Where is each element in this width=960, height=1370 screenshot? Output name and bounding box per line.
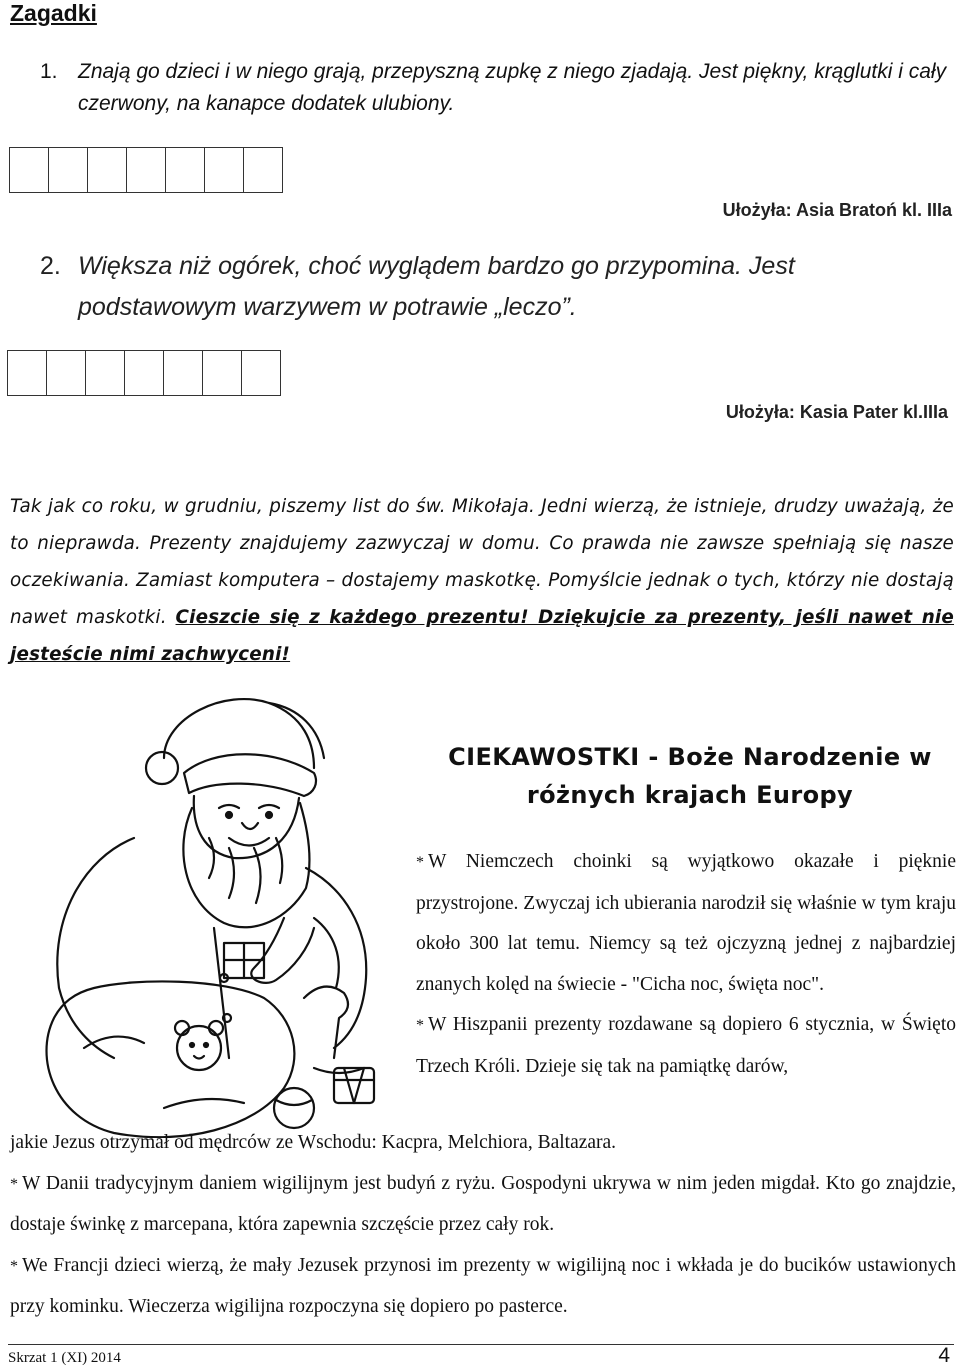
fact-germany: * W Niemczech choinki są wyjątkowo okazałe i pięknie przystrojone. Zwyczaj ich ubierania narodził się właśnie w tym kraju około 300 lat temu. Niemcy są też ojczyzną jednej z najbardziej znanych kolęd na świecie - "Cicha noc, święta noc". xyxy=(416,851,956,995)
answer-box[interactable] xyxy=(46,350,86,396)
footer-divider xyxy=(8,1344,954,1345)
riddle-number: 1. xyxy=(40,60,58,83)
riddle-author-1: Ułożyła: Asia Bratoń kl. IIIa xyxy=(722,200,952,220)
answer-box[interactable] xyxy=(202,350,242,396)
answer-grid-1 xyxy=(9,147,282,193)
facts-title: CIEKAWOSTKI - Boże Narodzenie w różnych krajach Europy xyxy=(448,743,932,809)
answer-box[interactable] xyxy=(7,350,47,396)
fact-spain-continued: jakie Jezus otrzymał od mędrców ze Wschodu: Kacpra, Melchiora, Baltazara. xyxy=(10,1132,617,1153)
star-bullet: * xyxy=(10,1257,18,1275)
answer-box[interactable] xyxy=(243,147,283,193)
santa-letter-paragraph xyxy=(10,488,954,673)
riddle-text: Większa niż ogórek, choć wyglądem bardzo go przypomina. Jest podstawowym warzywem w potrawie „leczo”. xyxy=(78,252,795,321)
answer-box[interactable] xyxy=(48,147,88,193)
fact-denmark: * W Danii tradycyjnym daniem wigilijnym jest budyń z ryżu. Gospodyni ukrywa w nim jeden migdał. Kto go znajdzie, dostaje świnkę z marcepana, która zapewnia szczęście przez cały rok. xyxy=(10,1172,956,1235)
page-title: Zagadki xyxy=(10,0,97,26)
riddle-text: Znają go dzieci i w niego grają, przepyszną zupkę z niego zjadają. Jest piękny, krąglutki i cały czerwony, na kanapce dodatek ulubiony. xyxy=(78,60,947,115)
star-bullet: * xyxy=(416,854,424,871)
answer-grid-2 xyxy=(7,350,280,396)
facts-column xyxy=(416,842,956,1087)
riddle-2 xyxy=(40,246,950,328)
star-bullet: * xyxy=(10,1175,18,1193)
riddle-1 xyxy=(40,56,950,120)
answer-box[interactable] xyxy=(126,147,166,193)
riddle-author-2: Ułożyła: Kasia Pater kl.IIIa xyxy=(725,402,948,422)
answer-box[interactable] xyxy=(9,147,49,193)
santa-claus-illustration xyxy=(14,688,394,1138)
answer-box[interactable] xyxy=(165,147,205,193)
letter-text: Tak jak co roku, w grudniu, piszemy list do św. Mikołaja. Jedni wierzą, że istnieje, drudzy uważają, że to nieprawda. Prezenty znajdujemy zazwyczaj w domu. Co prawda nie zawsze spełniają się nasze oczekiwania. Zamiast komputera – dostajemy maskotkę. Pomyślcie jednak o tych, którzy nie dostają nawet maskotki. xyxy=(10,496,954,628)
answer-box[interactable] xyxy=(163,350,203,396)
facts-full-width xyxy=(10,1123,956,1328)
answer-box[interactable] xyxy=(241,350,281,396)
star-bullet: * xyxy=(416,1017,424,1034)
letter-underlined-text: Cieszcie się z każdego prezentu! Dziękujcie za prezenty, jeśli nawet nie jesteście nimi zachwyceni! xyxy=(10,607,955,665)
answer-box[interactable] xyxy=(87,147,127,193)
fact-spain: * W Hiszpanii prezenty rozdawane są dopiero 6 stycznia, w Święto Trzech Króli. Dzieje się tak na pamiątkę darów, xyxy=(416,1014,956,1077)
riddle-number: 2. xyxy=(40,252,61,280)
fact-france: * We Francji dzieci wierzą, że mały Jezusek przynosi im prezenty w wigilijną noc i wkłada je do bucików ustawionych przy kominku. Wieczerza wigilijna rozpoczyna się dopiero po pasterce. xyxy=(10,1254,956,1317)
page-number: 4 xyxy=(938,1344,950,1367)
answer-box[interactable] xyxy=(124,350,164,396)
answer-box[interactable] xyxy=(85,350,125,396)
footer-publication: Skrzat 1 (XI) 2014 xyxy=(8,1350,121,1366)
answer-box[interactable] xyxy=(204,147,244,193)
